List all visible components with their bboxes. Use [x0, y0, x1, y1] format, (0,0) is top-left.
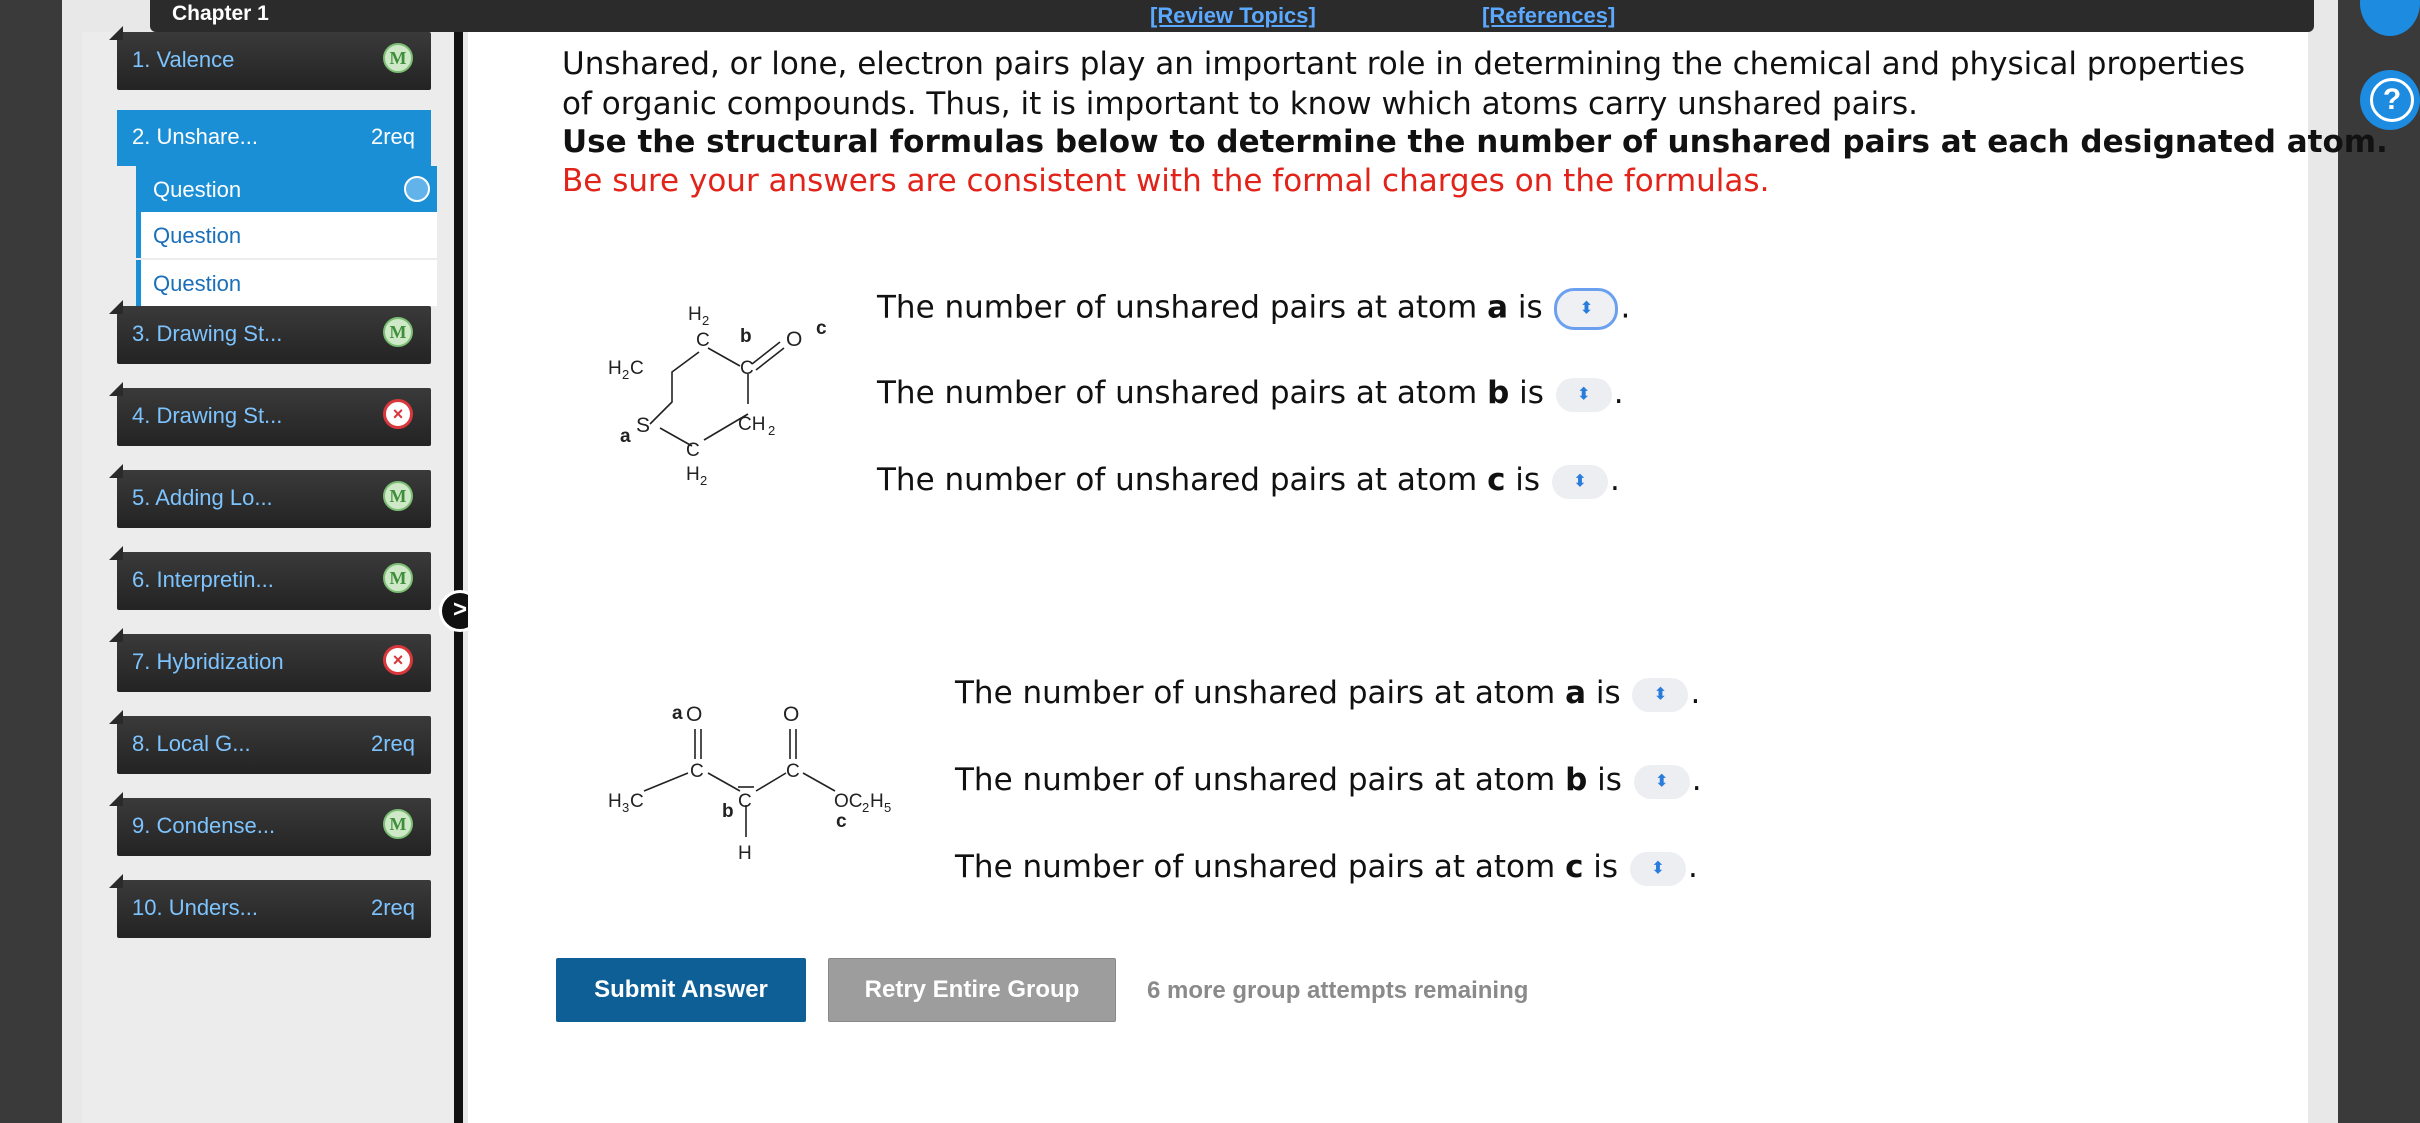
chevron-updown-icon: ⬍ — [1654, 771, 1669, 791]
sidebar-item-label: 1. Valence — [132, 47, 235, 72]
carbonyl-bond-1 — [752, 342, 780, 364]
question-text: The number of unshared pairs at atom — [955, 762, 1566, 798]
carbonyl-bond-2 — [756, 348, 784, 370]
atom-label: 5 — [884, 800, 892, 815]
ring-bond-top-right — [708, 348, 740, 366]
subquestion-label: Question — [153, 271, 242, 296]
mastered-badge-icon: M — [383, 563, 413, 593]
submit-answer-button[interactable]: Submit Answer — [556, 958, 806, 1022]
sidebar-item-label: 4. Drawing St... — [132, 403, 283, 428]
sidebar-item-label: 2. Unshare... — [132, 124, 258, 149]
molecule-1-structure — [600, 290, 860, 500]
atom-label: 2 — [768, 423, 776, 438]
question-2b — [955, 762, 1702, 799]
tab-notch — [109, 464, 123, 478]
question-text: is — [1505, 462, 1541, 498]
bond-c-c2 — [756, 773, 786, 791]
atom-label: 2 — [700, 473, 708, 488]
answer-select-1c[interactable] — [1552, 465, 1608, 499]
atom-marker-b: b — [740, 326, 752, 347]
sidebar-item-understanding[interactable] — [117, 880, 431, 938]
atom-label: O — [686, 703, 703, 726]
answer-select-2c[interactable] — [1630, 852, 1686, 886]
bond-c1-c — [708, 773, 740, 791]
atom-label: H — [686, 464, 700, 485]
sidebar-item-hybridization[interactable] — [117, 634, 431, 692]
atom-label: C — [696, 330, 710, 351]
chevron-updown-icon: ⬍ — [1579, 298, 1594, 319]
question-text: . — [1687, 849, 1698, 885]
atom-label: S — [636, 414, 651, 437]
instruction-text: Use the structural formulas below to determine the number of unshared pairs at each designated atom. — [562, 124, 2388, 160]
question-text: The number of unshared pairs at atom — [877, 462, 1488, 498]
tab-notch — [109, 546, 123, 560]
sidebar-item-label: 3. Drawing St... — [132, 321, 283, 346]
question-text: . — [1613, 375, 1624, 411]
question-text: The number of unshared pairs at atom — [955, 675, 1566, 711]
requirement-count: 2req — [370, 895, 415, 920]
retry-group-button[interactable]: Retry Entire Group — [828, 958, 1116, 1022]
sidebar-item-label: 7. Hybridization — [132, 649, 284, 674]
atom-letter: b — [1565, 762, 1588, 798]
chapter-title: Chapter 1 — [172, 2, 269, 25]
question-text: The number of unshared pairs at atom — [877, 375, 1488, 411]
atom-letter: a — [1487, 289, 1508, 326]
atom-marker-a: a — [620, 426, 631, 447]
atom-label: 2 — [862, 800, 870, 815]
intro-text: Unshared, or lone, electron pairs play an important role in determining the chemical and physical properties of organic compounds. Thus, it is important to know which atoms carry unshared pairs. — [562, 46, 2245, 122]
subquestion-label: Question — [153, 223, 242, 248]
question-text: is — [1585, 675, 1621, 711]
atom-label: C — [738, 791, 752, 812]
incorrect-badge-icon: × — [383, 399, 413, 429]
question-text: The number of unshared pairs at atom — [877, 289, 1488, 326]
sidebar-item-adding[interactable] — [117, 470, 431, 528]
tab-notch — [109, 792, 123, 806]
attempts-remaining-text: 6 more group attempts remaining — [1147, 977, 1529, 1004]
answer-select-2b[interactable] — [1634, 765, 1690, 799]
question-text: . — [1690, 675, 1701, 711]
question-2a — [955, 675, 1700, 712]
mastered-badge-icon: M — [383, 317, 413, 347]
current-question-indicator-icon — [404, 176, 430, 202]
requirement-count: 2req — [370, 124, 415, 149]
chevron-updown-icon: ⬍ — [1572, 471, 1588, 491]
subquestion-1[interactable] — [136, 166, 437, 212]
mastered-badge-icon: M — [383, 481, 413, 511]
question-text: . — [1620, 289, 1631, 326]
chevron-updown-icon: ⬍ — [1653, 684, 1668, 704]
sidebar-item-label: 5. Adding Lo... — [132, 485, 273, 510]
references-link[interactable]: [References] — [1482, 3, 1616, 28]
sidebar-item-label: 8. Local G... — [132, 731, 251, 756]
question-text: is — [1583, 849, 1619, 885]
molecule-2-structure — [600, 695, 920, 880]
question-1a — [877, 288, 1630, 330]
atom-label: C — [630, 358, 644, 379]
answer-select-2a[interactable] — [1632, 678, 1688, 712]
atom-label: C — [686, 440, 700, 461]
mastered-badge-icon: M — [383, 809, 413, 839]
expand-sidebar-button[interactable]: > — [439, 590, 481, 632]
sidebar-item-label: 10. Unders... — [132, 895, 258, 920]
tab-notch — [109, 382, 123, 396]
incorrect-badge-icon: × — [383, 645, 413, 675]
sidebar-item-drawing-1[interactable] — [117, 306, 431, 364]
tab-notch — [109, 300, 123, 314]
chevron-updown-icon: ⬍ — [1650, 858, 1666, 878]
mastered-badge-icon: M — [383, 43, 413, 73]
question-text: . — [1691, 762, 1702, 798]
subquestion-2[interactable] — [136, 212, 437, 258]
sidebar-item-local-geometry[interactable] — [117, 716, 431, 774]
atom-marker-c: c — [816, 318, 827, 339]
sidebar-item-interpreting[interactable] — [117, 552, 431, 610]
atom-label: CH — [738, 414, 766, 435]
chat-icon[interactable] — [2360, 0, 2420, 36]
sidebar-item-label: 9. Condense... — [132, 813, 276, 838]
ring-bond-left — [650, 352, 699, 424]
atom-label: 2 — [702, 313, 710, 328]
atom-label: C — [690, 761, 704, 782]
atom-label: H — [608, 791, 622, 812]
question-text: is — [1507, 289, 1543, 326]
question-text: is — [1509, 375, 1544, 411]
atom-marker-c: c — [836, 811, 847, 832]
bond-ch3-c1 — [644, 773, 688, 791]
bond-c2-o — [803, 773, 835, 791]
subquestion-3[interactable] — [136, 260, 437, 306]
question-mark-icon: ? — [2370, 78, 2414, 122]
question-1b — [877, 375, 1624, 412]
atom-label: H — [738, 843, 752, 864]
tab-notch — [109, 26, 123, 40]
atom-label: C — [630, 791, 644, 812]
sidebar-item-drawing-2[interactable] — [117, 388, 431, 446]
subquestion-label: Question — [153, 177, 242, 202]
chevron-updown-icon: ⬍ — [1576, 384, 1591, 404]
answer-select-1a[interactable] — [1554, 288, 1618, 330]
atom-letter: b — [1487, 375, 1510, 411]
atom-label: H — [688, 304, 702, 325]
atom-label: C — [786, 761, 800, 782]
atom-letter: c — [1565, 849, 1584, 885]
question-2c — [955, 849, 1698, 886]
tab-notch — [109, 710, 123, 724]
atom-label: H — [870, 791, 884, 812]
help-icon[interactable] — [2360, 70, 2420, 130]
review-topics-link[interactable]: [Review Topics] — [1150, 3, 1316, 28]
question-text: The number of unshared pairs at atom — [955, 849, 1566, 885]
warning-text: Be sure your answers are consistent with the formal charges on the formulas. — [562, 163, 1770, 199]
atom-label: O — [783, 703, 800, 726]
atom-marker-b: b — [722, 801, 734, 822]
tab-notch — [109, 874, 123, 888]
question-text: is — [1587, 762, 1622, 798]
panel-divider — [454, 32, 463, 1123]
atom-letter: c — [1487, 462, 1506, 498]
answer-select-1b[interactable] — [1556, 378, 1612, 412]
question-1c — [877, 462, 1620, 499]
question-text: . — [1609, 462, 1620, 498]
sidebar-item-unshared[interactable] — [117, 110, 431, 166]
sidebar-item-condensed[interactable] — [117, 798, 431, 856]
atom-label: O — [786, 328, 803, 351]
atom-label: H — [608, 358, 622, 379]
sidebar-item-label: 6. Interpretin... — [132, 567, 274, 592]
atom-label: OC — [834, 791, 863, 812]
sidebar-item-valence[interactable] — [117, 32, 431, 90]
atom-letter: a — [1565, 675, 1586, 711]
atom-label: 2 — [622, 367, 630, 382]
atom-label: 3 — [622, 800, 630, 815]
atom-label: C — [740, 358, 754, 379]
requirement-count: 2req — [370, 731, 415, 756]
tab-notch — [109, 628, 123, 642]
atom-marker-a: a — [672, 703, 683, 724]
